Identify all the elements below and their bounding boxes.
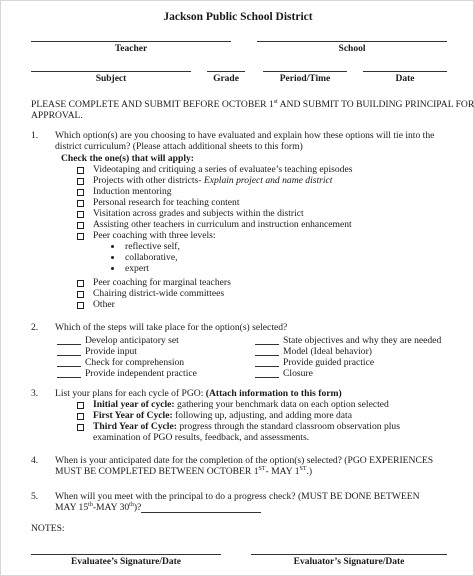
q1-text-line-2: district curriculum? (Please attach additional sheets to this form) <box>55 141 303 152</box>
checkbox-research[interactable] <box>77 200 84 207</box>
subject-field[interactable] <box>31 71 191 72</box>
evaluatee-signature-field[interactable] <box>31 554 221 555</box>
intro-line-2: APPROVAL. <box>31 110 83 121</box>
q1-check-heading: Check the one(s) that will apply: <box>61 153 194 164</box>
option-label: Videotaping and critiquing a series of evaluatee’s teaching episodes <box>93 164 353 175</box>
option-label: Projects with other districts- Explain project and name district <box>93 175 333 186</box>
checkbox-initial-year[interactable] <box>77 402 84 409</box>
q5-text-line-2: MAY 15th-MAY 30th)? <box>55 501 142 513</box>
peer-level: reflective self, <box>125 241 180 252</box>
checkbox-first-year[interactable] <box>77 413 84 420</box>
option-label: Peer coaching for marginal teachers <box>93 277 231 288</box>
step-blank[interactable] <box>57 355 81 356</box>
checkbox-third-year[interactable] <box>77 424 84 431</box>
period-label: Period/Time <box>279 74 331 84</box>
option-label: Induction mentoring <box>93 186 172 197</box>
step-label: Develop anticipatory set <box>85 335 179 346</box>
checkbox-peer-coaching[interactable] <box>77 233 84 240</box>
checkbox-induction[interactable] <box>77 189 84 196</box>
date-label: Date <box>395 74 415 84</box>
step-blank[interactable] <box>57 377 81 378</box>
step-blank[interactable] <box>57 344 81 345</box>
q5-text-line-1: When will you meet with the principal to do a progress check? (MUST BE DONE BETWEEN <box>55 491 420 502</box>
progress-check-date-field[interactable] <box>141 512 261 513</box>
step-blank[interactable] <box>57 366 81 367</box>
peer-level: expert <box>125 263 149 274</box>
option-label: Personal research for teaching content <box>93 197 240 208</box>
grade-label: Grade <box>213 74 239 84</box>
step-label: Provide independent practice <box>85 368 197 379</box>
subject-label: Subject <box>95 74 127 84</box>
q3-number: 3. <box>31 388 39 399</box>
notes-label: NOTES: <box>31 523 65 534</box>
checkbox-visitation[interactable] <box>77 211 84 218</box>
evaluator-signature-field[interactable] <box>251 554 447 555</box>
bullet-icon <box>111 267 114 270</box>
q1-text-line-1: Which option(s) are you choosing to have evaluated and explain how these options will tie into the <box>55 130 435 141</box>
cycle-item: First Year of Cycle: following up, adjusting, and adding more data <box>93 410 352 421</box>
step-blank[interactable] <box>255 344 279 345</box>
q4-text-line-2: MUST BE COMPLETED BETWEEN OCTOBER 1ST- MAY 1ST.) <box>55 465 313 477</box>
page-title: Jackson Public School District <box>163 11 313 23</box>
period-field[interactable] <box>263 71 347 72</box>
teacher-label: Teacher <box>114 44 148 54</box>
intro-line-1: PLEASE COMPLETE AND SUBMIT BEFORE OCTOBER 1st AND SUBMIT TO BUILDING PRINCIPAL FOR <box>31 98 474 110</box>
grade-field[interactable] <box>207 71 245 72</box>
peer-level: collaborative, <box>125 252 178 263</box>
q1-number: 1. <box>31 130 39 141</box>
step-label: State objectives and why they are needed <box>283 335 442 346</box>
school-label: School <box>338 44 366 54</box>
option-label: Peer coaching with three levels: <box>93 230 216 241</box>
step-label: Check for comprehension <box>85 357 185 368</box>
checkbox-other[interactable] <box>77 302 84 309</box>
step-blank[interactable] <box>255 377 279 378</box>
evaluator-signature-label: Evaluator’s Signature/Date <box>293 557 405 567</box>
step-label: Provide input <box>85 346 137 357</box>
step-blank[interactable] <box>255 355 279 356</box>
q2-number: 2. <box>31 322 39 333</box>
q4-text-line-1: When is your anticipated date for the completion of the option(s) selected? (PGO EXPERIENCES <box>55 455 434 466</box>
q3-text: List your plans for each cycle of PGO: (Attach information to this form) <box>55 388 342 399</box>
checkbox-committees[interactable] <box>77 291 84 298</box>
checkbox-assisting[interactable] <box>77 222 84 229</box>
step-blank[interactable] <box>255 366 279 367</box>
step-label: Closure <box>283 368 313 379</box>
q2-text: Which of the steps will take place for the option(s) selected? <box>55 322 288 333</box>
bullet-icon <box>111 256 114 259</box>
bullet-icon <box>111 245 114 248</box>
cycle-item: Initial year of cycle: gathering your benchmark data on each option selected <box>93 399 389 410</box>
date-field[interactable] <box>363 71 447 72</box>
step-label: Provide guided practice <box>283 357 375 368</box>
school-field[interactable] <box>257 41 447 42</box>
evaluatee-signature-label: Evaluatee’s Signature/Date <box>70 557 182 567</box>
cycle-item: Third Year of Cycle: progress through the standard classroom observation plus <box>93 421 400 432</box>
step-label: Model (Ideal behavior) <box>283 346 372 357</box>
checkbox-projects[interactable] <box>77 178 84 185</box>
checkbox-marginal-teachers[interactable] <box>77 280 84 287</box>
option-label: Chairing district-wide committees <box>93 288 225 299</box>
option-label: Visitation across grades and subjects within the district <box>93 208 304 219</box>
option-label: Other <box>93 299 115 310</box>
option-label: Assisting other teachers in curriculum and instruction enhancement <box>93 219 352 230</box>
checkbox-videotaping[interactable] <box>77 167 84 174</box>
q5-number: 5. <box>31 491 39 502</box>
q4-number: 4. <box>31 455 39 466</box>
cycle-item-continuation: examination of PGO results, feedback, and assessments. <box>93 432 310 443</box>
teacher-field[interactable] <box>31 41 231 42</box>
